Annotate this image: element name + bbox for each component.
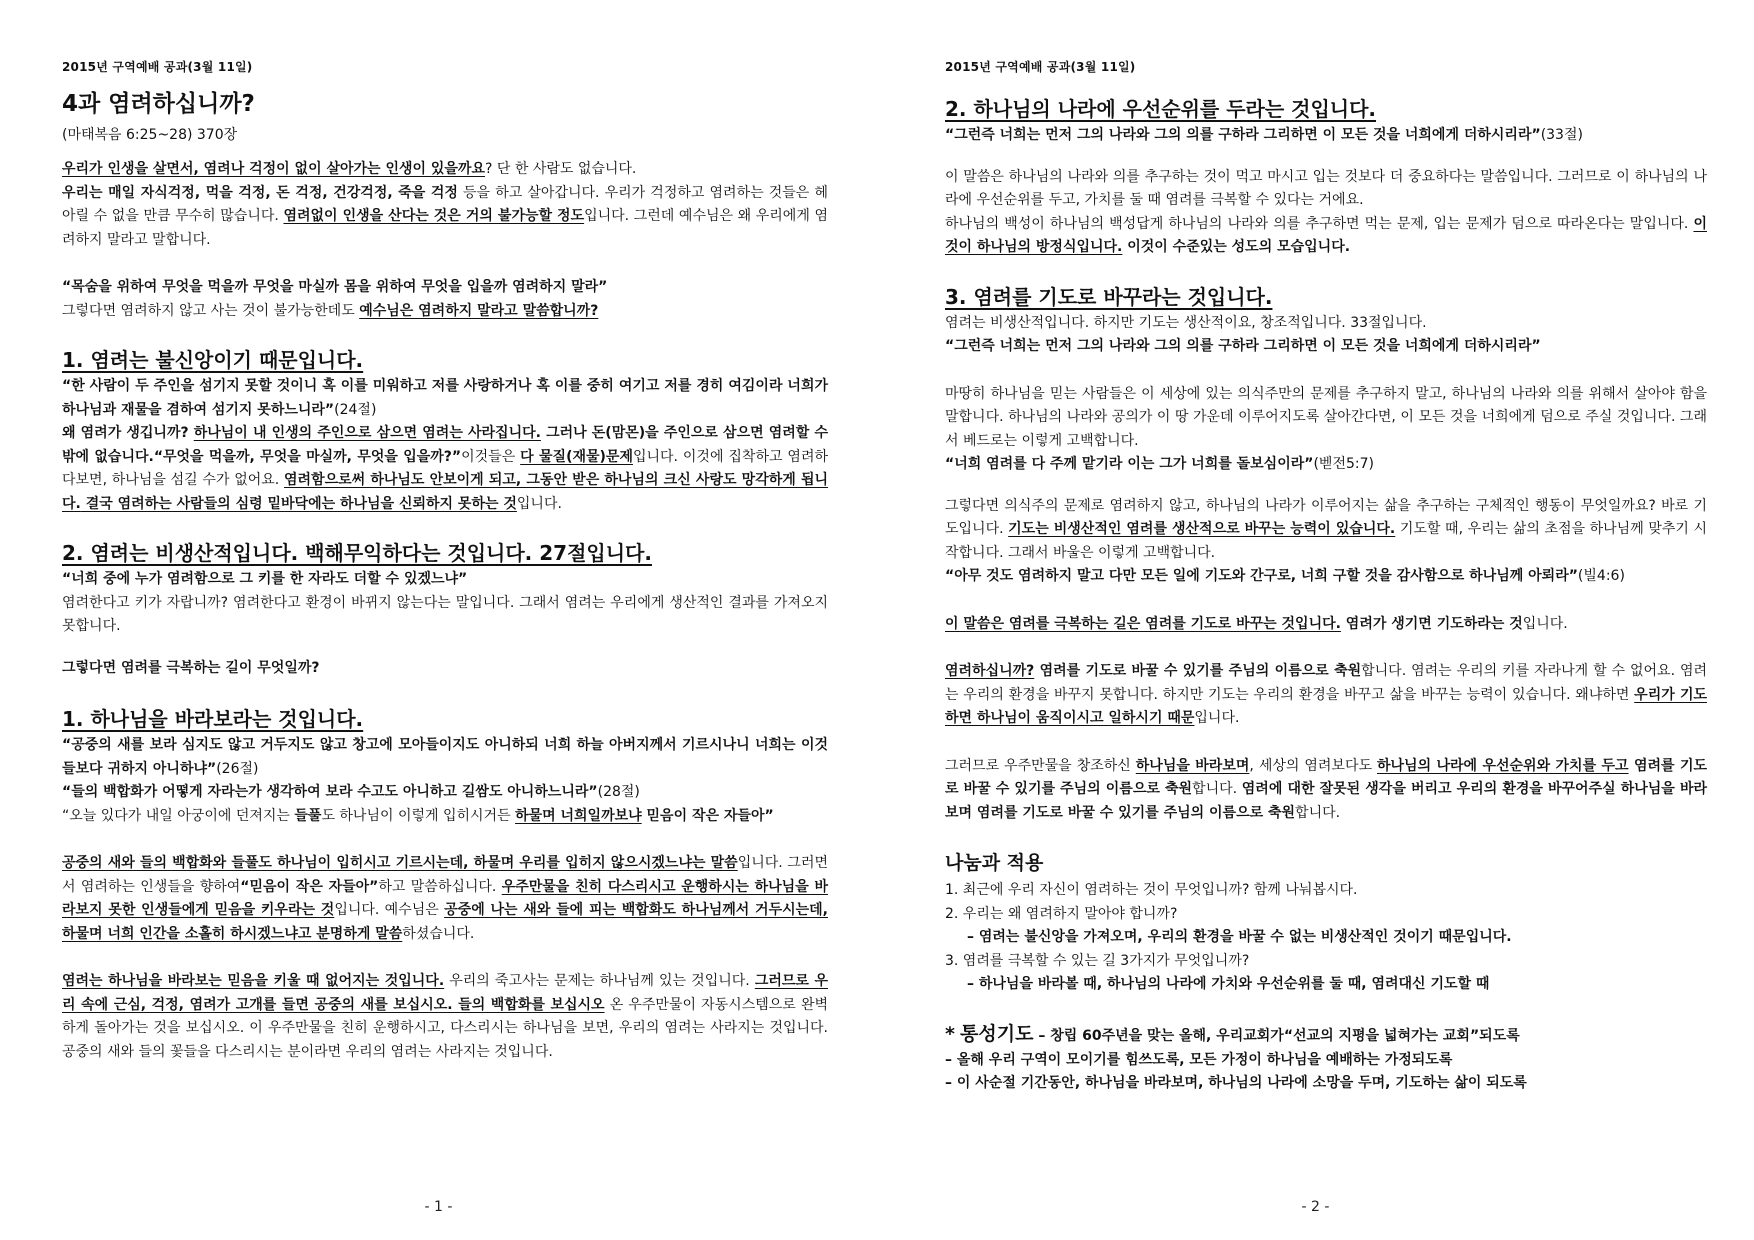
- section-emphasis: 그러므로 우리 속에 근심, 걱정, 염려가 고개를 들면 공중의 새를 보십시오. 들의 백합화를 보십시오: [62, 973, 828, 1013]
- section-text: 왜 염려가 생깁니까?: [62, 425, 194, 441]
- section-emphasis: 우리가 기도하면 하나님이 움직이시고 일하시기 때문: [945, 686, 1707, 726]
- section-emphasis: 결국 염려하는 사람들의 심령 밑바닥에는 하나님을 신뢰하지 못하는 것: [80, 495, 517, 512]
- page-header: 2015년 구역예배 공과(3월 11일): [945, 60, 1136, 74]
- scripture-quote: “그런즉 너희는 먼저 그의 나라와 그의 의를 구하라 그리하면 이 모든 것을 너희에게 더하시리라”: [945, 127, 1541, 143]
- section-quote-line: [945, 453, 1707, 477]
- page-2: [877, 0, 1754, 1240]
- verse-reference: (28절): [597, 784, 640, 800]
- verse-reference: (벧전5:7): [1313, 456, 1374, 472]
- intro-emphasis: 우리가 인생을 살면서, 염려나 걱정이 없이 살아가는 인생이 있을까요: [62, 161, 485, 177]
- intro-emphasis: 우리는 매일 자식걱정, 먹을 걱정, 돈 걱정, 건강걱정, 죽을 걱정: [62, 184, 458, 201]
- section-text: 입니다.: [1194, 710, 1240, 726]
- section-heading: 2. 하나님의 나라에 우선순위를 두라는 것입니다.: [945, 97, 1377, 121]
- lesson-title: 4과 염려하십니까?: [62, 91, 255, 117]
- section-3-quotes: [62, 734, 828, 828]
- section-heading: 2. 염려는 비생산적입니다. 백해무익하다는 것입니다. 27절입니다.: [62, 541, 652, 565]
- section-emphasis: 염려는 하나님을 바라보는 믿음을 키울 때 없어지는 것입니다.: [62, 973, 445, 989]
- prayer-line: – 올해 우리 구역이 모이기를 힘쓰도록, 모든 가정이 하나님을 예배하는 가정되도록: [945, 1051, 1453, 1068]
- section-quote-line: [945, 124, 1707, 148]
- star-icon: *: [945, 1022, 955, 1045]
- section-text: 염려를 기도로 바꿀 수 있기를 주님의 이름으로 축원: [945, 757, 1708, 797]
- section-text: 염려가 생기면 기도하라는 것: [1340, 615, 1523, 632]
- scripture-reference: (마태복음 6:25~28) 370장: [62, 127, 238, 143]
- section-text: 온 우주만물이 자동시스템으로 완벽하게 돌아가는 것을 보십시오. 이 우주만물을 친히 운행하시고, 다스리시는 하나님을 보면, 우리의 염려는 사라지는 것입니다. 공중의 새와 들의 꽃들을 다스리시는 분이라면 우리의 염려는 사라지는 것입니다.: [62, 996, 828, 1060]
- list-item-answer: – 하나님을 바라볼 때, 하나님의 나라에 가치와 우선순위를 둘 때, 염려대신 기도할 때: [967, 976, 1490, 992]
- prayer-title: 통성기도: [960, 1022, 1034, 1045]
- list-item: 2. 우리는 왜 염려하지 말아야 합니까?: [945, 905, 1178, 922]
- question-text: 그렇다면 염려하지 않고 사는 것이 불가능한데도: [62, 302, 360, 319]
- question-paragraph: [62, 300, 828, 324]
- intro-emphasis: 염려없이 인생을 산다는 것은 거의 불가능할 정도: [283, 208, 585, 224]
- section-text: , 세상의 염려보다도: [1249, 757, 1377, 774]
- section-text: 하고 말씀하십니다.: [378, 878, 502, 895]
- verse-reference: (빌4:6): [1577, 568, 1625, 584]
- section-text: 그러나 돈(맘몬)을 주인으로 삼으면 염려할 수밖에 없습니다.: [62, 425, 828, 465]
- page-number: - 1 -: [424, 1199, 453, 1215]
- scripture-quote: 도 하나님이 이렇게 입히시거든: [321, 807, 516, 824]
- section-emphasis: 염려하십니까?: [945, 663, 1035, 679]
- page-1-body: [62, 88, 828, 1064]
- section-text: 그러므로 우주만물을 창조하신: [945, 757, 1136, 774]
- section-emphasis: 우주만물을 친히 다스리시고 운행하시는 하나님을 바라보지 못한 인생들에게 믿음을 키우라는 것: [62, 878, 829, 918]
- prayer-line: – 창립 60주년을 맞는 올해, 우리교회가“선교의 지평을 넓혀가는 교회”되도록: [1033, 1027, 1520, 1044]
- section-heading: 1. 염려는 불신앙이기 때문입니다.: [62, 348, 364, 372]
- section-paragraph: [945, 495, 1707, 589]
- list-item-answer: – 염려는 불신앙을 가져오며, 우리의 환경을 바꿀 수 없는 비생산적인 것이기 때문입니다.: [967, 929, 1512, 945]
- scripture-quote: “아무 것도 염려하지 말고 다만 모든 일에 기도와 간구로, 너희 구할 것을 감사함으로 하나님께 아뢰라”: [945, 568, 1578, 584]
- scripture-quote: “그런즉 너희는 먼저 그의 나라와 그의 의를 구하라 그리하면 이 모든 것을 너희에게 더하시리라”: [945, 338, 1541, 354]
- section-text: 하나님의 백성이 하나님의 백성답게 하나님의 나라와 의를 추구하면 먹는 문제, 입는 문제가 덤으로 따라온다는 말입니다.: [945, 215, 1694, 232]
- section-emphasis: 다 물질(재물)문제: [520, 448, 633, 465]
- section-paragraph: 마땅히 하나님을 믿는 사람들은 이 세상에 있는 의식주만의 문제를 추구하지 말고, 하나님의 나라와 의를 위해서 살아야 함을 말합니다. 하나님의 나라와 공의가 이 땅 가운데 이루어지도록 살아간다면, 이 모든 것을 너희에게 덤으로 주실 것입니다. 그래서 베드로는 이렇게 고백합니다.: [945, 385, 1707, 449]
- section-heading: 3. 염려를 기도로 바꾸라는 것입니다.: [945, 284, 1273, 309]
- section-text: 합니다. 염려는 우리의 키를 자라나게 할 수 없어요. 염려는 우리의 환경을 바꾸지 못합니다. 하지만 기도는 우리의 환경을 바꾸고 삶을 바꾸는 능력이 있습니다. 왜냐하면: [945, 663, 1708, 703]
- question-text: 그렇다면 염려를 극복하는 길이 무엇일까?: [62, 659, 320, 676]
- section-quote: “무엇을 먹을까, 무엇을 마실까, 무엇을 입을까?”: [153, 448, 462, 465]
- scripture-quote: “너희 염려를 다 주께 맡기라 이는 그가 너희를 돌보심이라”: [945, 456, 1314, 472]
- section-text: 염려를 기도로 바꿀 수 있기를 주님의 이름으로 축원: [1034, 663, 1362, 679]
- section-text: 합니다.: [1295, 804, 1341, 821]
- section-text: 입니다.: [516, 495, 562, 512]
- section-text: 입니다. 그러면서 염려하는 인생들을 향하여: [62, 855, 829, 895]
- section-text: 입니다.: [1522, 615, 1568, 632]
- verse-reference: (26절): [216, 760, 259, 777]
- section-text: 합니다.: [1192, 781, 1242, 797]
- intro-text: 등을 하고 살아갑니다. 우리가 걱정하고 염려하는 것들은 헤아릴 수 없을 만큼 무수히 많습니다.: [62, 184, 828, 224]
- section-3-paragraph: [62, 852, 828, 946]
- list-item: 1. 최근에 우리 자신이 염려하는 것이 무엇입니까? 함께 나눠봅시다.: [945, 882, 1358, 898]
- scripture-quote: 들풀: [294, 807, 322, 824]
- share-apply-heading: 나눔과 적용: [945, 852, 1044, 874]
- scripture-quote: “한 사람이 두 주인을 섬기지 못할 것이니 혹 이를 미워하고 저를 사랑하거나 혹 이를 중히 여기고 저를 경히 여김이라 너희가 하나님과 재물을 겸하여 섬기지 못하느니라”: [62, 378, 828, 418]
- section-text: 이것들은: [461, 448, 521, 465]
- scripture-quote: “들의 백합화가 어떻게 자라는가 생각하여 보라 수고도 아니하고 길쌈도 아니하느니라”: [62, 784, 598, 800]
- scripture-quote: “너희 중에 누가 염려함으로 그 키를 한 자라도 더할 수 있겠느냐”: [62, 571, 468, 587]
- section-emphasis: 기도는 비생산적인 염려를 생산적으로 바꾸는 능력이 있습니다.: [1008, 521, 1396, 537]
- section-text: 기도할 때, 우리는 삶의 초점을 하나님께 맞추기 시작합니다. 그래서 바울은 이렇게 고백합니다.: [945, 521, 1708, 561]
- section-emphasis: 공중에 나는 새와 들에 피는 백합화도 하나님께서 거두시는데, 하물며 너희 인간을 소홀히 하시겠느냐고 분명하게 말씀: [62, 902, 828, 942]
- intro-paragraph: [62, 158, 828, 252]
- scripture-quote: “공중의 새를 보라 심지도 않고 거두지도 않고 창고에 모아들이지도 아니하되 너희 하늘 아버지께서 기르시나니 너희는 이것들보다 귀하지 아니하냐”: [62, 737, 828, 777]
- scripture-emphasis: 하물며 너희일까보냐: [515, 807, 642, 824]
- section-text: 하셨습니다.: [402, 925, 475, 942]
- section-text: 그렇다면 의식주의 문제로 염려하지 않고, 하나님의 나라가 이루어지는 삶을 추구하는 구체적인 행동이 무엇일까요? 바로 기도입니다.: [945, 497, 1707, 537]
- prayer-section: [945, 1021, 1707, 1049]
- page-number: - 2 -: [1301, 1199, 1330, 1215]
- intro-text: ? 단 한 사람도 없습니다.: [484, 161, 637, 177]
- page-header: 2015년 구역예배 공과(3월 11일): [62, 60, 253, 74]
- section-2-paragraph: 염려한다고 키가 자랍니까? 염려한다고 환경이 바뀌지 않는다는 말입니다. 그래서 염려는 우리에게 생산적인 결과를 가져오지 못합니다.: [62, 594, 828, 634]
- section-paragraph: [945, 660, 1707, 731]
- section-text: 이것이 수준있는 성도의 모습입니다.: [1122, 239, 1351, 255]
- section-text: 입니다. 예수님은: [334, 902, 445, 918]
- section-paragraph: [945, 613, 1707, 637]
- section-text: 우리의 죽고사는 문제는 하나님께 있는 것입니다.: [444, 973, 755, 989]
- section-text: 염려에 대한 잘못된 생각을 버리고 우리의 환경을 바꾸어주실 하나님을 바라보며 염려를 기도로 바꿀 수 있기를 주님의 이름으로 축원: [945, 781, 1707, 821]
- intro-text: 입니다. 그런데 예수님은 왜 우리에게 염려하지 말라고 말합니다.: [62, 208, 828, 248]
- section-emphasis: 이 말씀은 염려를 극복하는 길은 염려를 기도로 바꾸는 것입니다.: [945, 615, 1341, 632]
- section-1-paragraph: [62, 375, 828, 516]
- section-emphasis: 하나님의 나라에 우선순위와 가치를 두고: [1377, 757, 1629, 774]
- prayer-line: – 이 사순절 기간동안, 하나님을 바라보며, 하나님의 나라에 소망을 두며, 기도하는 삶이 되도록: [945, 1075, 1527, 1091]
- section-heading: 1. 하나님을 바라보라는 것입니다.: [62, 707, 364, 731]
- section-emphasis: 염려함으로써 하나님도 안보이게 되고, 그동안 받은 하나님의 크신 사랑도 망각하게 됩니다.: [62, 472, 828, 512]
- verse-reference: (33절): [1540, 127, 1583, 143]
- section-3-conclusion: [62, 970, 828, 1064]
- scripture-quote: “목숨을 위하여 무엇을 먹을까 무엇을 마실까 몸을 위하여 무엇을 입을까 염려하지 말라”: [62, 279, 608, 295]
- section-paragraph: [945, 213, 1707, 260]
- scripture-quote: 믿음이 작은 자들아”: [641, 807, 774, 824]
- section-emphasis: 하나님을 바라보며: [1135, 757, 1250, 774]
- section-emphasis: 하나님이 내 인생의 주인으로 삼으면 염려는 사라집니다.: [193, 425, 541, 441]
- section-paragraph: [945, 755, 1707, 826]
- section-paragraph: 이 말씀은 하나님의 나라와 의를 추구하는 것이 먹고 마시고 입는 것보다 더 중요하다는 말씀입니다. 그러므로 이 하나님의 나라에 우선순위를 두고, 가치를 둘 때 염려를 극복할 수 있다는 거에요.: [945, 168, 1707, 208]
- list-item: 3. 염려를 극복할 수 있는 길 3가지가 무엇입니까?: [945, 952, 1250, 969]
- section-paragraph: 염려는 비생산적입니다. 하지만 기도는 생산적이요, 창조적입니다. 33절입니다.: [945, 314, 1427, 331]
- question-emphasis: 예수님은 염려하지 말라고 말씀합니까?: [359, 302, 599, 319]
- section-emphasis: 이것이 하나님의 방정식입니다.: [945, 215, 1707, 255]
- page-2-body: [945, 94, 1707, 1096]
- scripture-quote: “오늘 있다가 내일 아궁이에 던져지는: [62, 807, 295, 824]
- section-text: 입니다. 이것에 집착하고 염려하다보면, 하나님을 섬길 수가 없어요.: [62, 448, 828, 488]
- verse-reference: (24절): [334, 401, 377, 418]
- section-quote: “믿음이 작은 자들아”: [240, 878, 379, 895]
- section-emphasis: 공중의 새와 들의 백합화와 들풀도 하나님이 입히시고 기르시는데, 하물며 우리를 입히지 않으시겠느냐는 말씀: [62, 855, 738, 871]
